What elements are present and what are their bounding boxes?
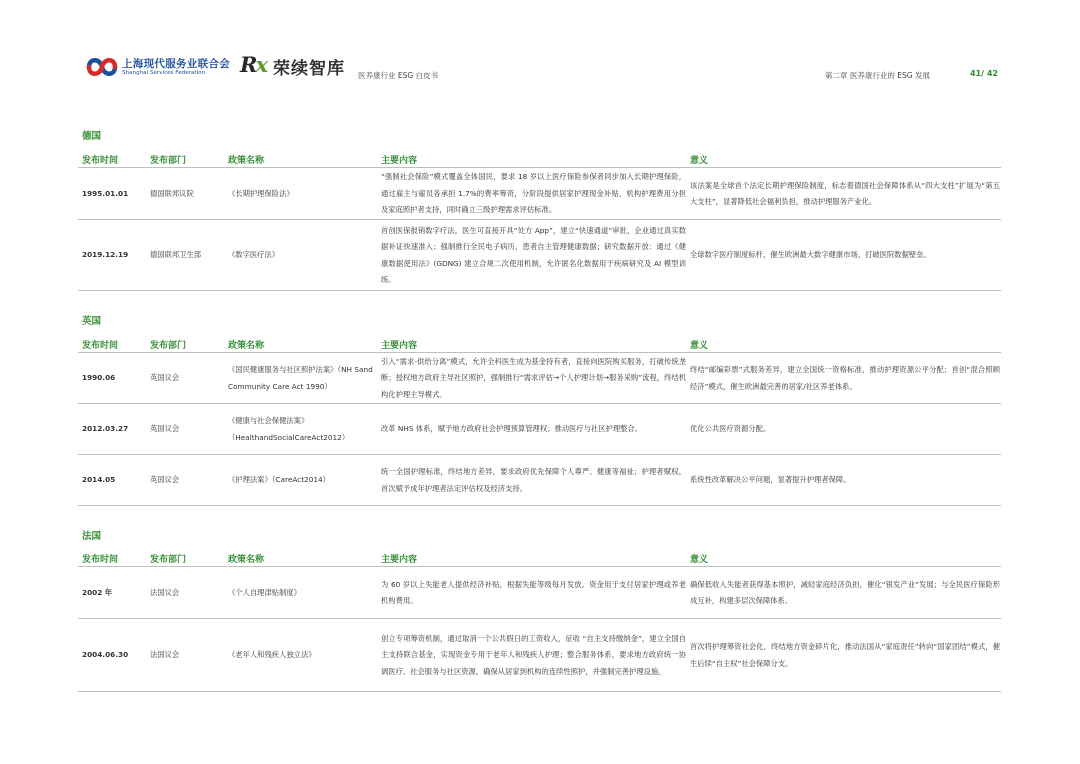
table-row [78,568,1001,619]
table-row [78,620,1001,692]
row-dept: 英国议会 [150,373,180,383]
row-date: 2019.12.19 [82,250,129,260]
section-title-france: 法国 [82,531,102,542]
section-title-germany: 德国 [82,131,102,142]
row-dept: 法国议会 [150,587,180,597]
shanghai-services-federation-logo [86,54,230,82]
table-header [78,335,1001,353]
row-content: 引入“需求-供给分离”模式，允许全科医生成为基金持有者，直接向医院购买服务，打破传统垄断；授权地方政府主导社区照护，强制推行“需求评估→个人护理计划→服务采购”流程，终结机构化护理主导模式。 [381,356,686,399]
federation-emblem-icon [86,54,118,80]
row-date: 2014.05 [82,475,116,485]
table-row [78,221,1001,291]
header-meaning: 意义 [690,341,709,351]
row-dept: 法国议会 [150,650,180,660]
section-title-uk: 英国 [82,316,102,327]
row-policy: 《长期护理保险法》 [228,188,294,198]
header-date: 发布时间 [82,341,119,351]
row-meaning: 全球数字医疗制度标杆，催生欧洲最大数字健康市场，打破医院数据壁垒。 [690,250,931,260]
row-content: 统一全国护理标准，终结地方差异，要求政府优先保障个人尊严、健康等福祉；护理者赋权，首次赋予成年护理者法定评估权及经济支持。 [381,467,686,493]
row-meaning: 终结“邮编彩票”式服务差异，建立全国统一资格标准，推动护理资源公平分配；首创“混合照顾经济”模式，催生欧洲最完善的居家/社区养老体系。 [690,365,1000,391]
row-content: 改革 NHS 体系，赋予地方政府社会护理预算管理权；推动医疗与社区护理整合。 [381,424,643,434]
chapter-title: 第二章 医养康行业的 ESG 发展 [825,71,930,80]
row-content: 创立专项筹资机制，通过取消一个公共假日的工资收入，征收 “自主支持缴纳金”，建立全国自主支持联合基金，实现资金专用于老年人和残疾人护理；整合服务体系，要求地方政府统一协调医疗、社会服务与社区资源，确保从居家到机构的连续性照护，并强制完善护理设施。 [381,633,686,676]
row-date: 2012.03.27 [82,424,129,434]
row-meaning: 确保低收入失能者获得基本照护，减轻家庭经济负担，催化“银发产业”发展；与全民医疗保险形成互补，构建多层次保障体系。 [690,579,1000,605]
table-header [78,150,1001,168]
rongxu-think-tank-logo [240,52,350,80]
federation-name-cn: 上海现代服务业联合会 [122,58,230,70]
row-policy: 《老年人和残疾人独立法》 [228,650,316,660]
row-date: 1990.06 [82,373,116,383]
row-dept: 英国议会 [150,424,180,434]
row-dept: 德国联邦议院 [150,188,194,198]
document-title: 医养康行业 ESG 白皮书 [358,71,439,80]
row-date: 2002 年 [82,587,113,597]
row-content: “强制社会保险”模式覆盖全体国民，要求 18 岁以上医疗保险参保者同步加入长期护理保险，通过雇主与雇员各承担 1.7%的费率筹资，分阶段提供居家护理现金补贴、机构护理费用分担及家庭照护者支持，同时确立三级护理需求评估标准。 [381,172,686,215]
rx-logo-icon: Rx [240,52,266,77]
row-policy: 《个人自理津贴制度》 [228,587,301,597]
header-date: 发布时间 [82,156,119,166]
header-dept: 发布部门 [150,341,187,351]
header-policy: 政策名称 [228,156,265,166]
row-policy: 《护理法案》（CareAct2014） [228,475,330,485]
header-policy: 政策名称 [228,341,265,351]
page-number: 41/ 42 [970,69,998,78]
row-date: 2004.06.30 [82,650,129,660]
row-policy: 《国民健康服务与社区照护法案》（NH Sand Community Care Act 1990） [228,365,373,391]
row-meaning: 系统性改革解决公平问题，显著提升护理者保障。 [690,475,851,485]
row-meaning: 首次将护理筹资社会化，终结地方资金碎片化，推动法国从“家庭责任”转向“国家团结”模式，催生后续“自主权”社会保障分支。 [690,642,1000,668]
row-content: 为 60 岁以上失能老人提供经济补贴，根据失能等级每月发放。资金用于支付居家护理或养老机构费用。 [381,579,686,605]
header-content: 主要内容 [381,341,418,351]
header-dept: 发布部门 [150,555,187,565]
header-dept: 发布部门 [150,156,187,166]
header-meaning: 意义 [690,555,709,565]
header-content: 主要内容 [381,555,418,565]
brand-name: 荣续智库 [273,59,345,79]
header-date: 发布时间 [82,555,119,565]
table-row [78,456,1001,506]
row-date: 1995.01.01 [82,188,129,198]
header-meaning: 意义 [690,156,709,166]
row-content: 首创医保报销数字疗法，医生可直接开具“处方 App”，建立“快速通道”审批，企业通过真实数据补证快速准入；强制推行全民电子病历，患者自主管理健康数据；研究数据开放：通过《健康数据使用法》(GDNG) 建立合规二次使用机制，允许匿名化数据用于疾病研究及 AI 模型训练。 [381,225,686,284]
table-row [78,405,1001,455]
table-row [78,354,1001,404]
header-policy: 政策名称 [228,555,265,565]
row-policy: 《数字医疗法》 [228,250,280,260]
row-policy: 《健康与社会保健法案》（HealthandSocialCareAct2012） [228,416,350,442]
table-row [78,169,1001,220]
row-meaning: 该法案是全球首个法定长期护理保险制度，标志着德国社会保障体系从“四大支柱”扩展为“第五大支柱”，显著降低社会福利负担，推动护理服务产业化。 [690,180,1000,206]
row-dept: 英国议会 [150,475,180,485]
table-header [78,549,1001,567]
row-meaning: 优化公共医疗资源分配。 [690,424,771,434]
federation-name-en: Shanghai Services Federation [122,70,206,76]
header-content: 主要内容 [381,156,418,166]
row-dept: 德国联邦卫生部 [150,250,202,260]
